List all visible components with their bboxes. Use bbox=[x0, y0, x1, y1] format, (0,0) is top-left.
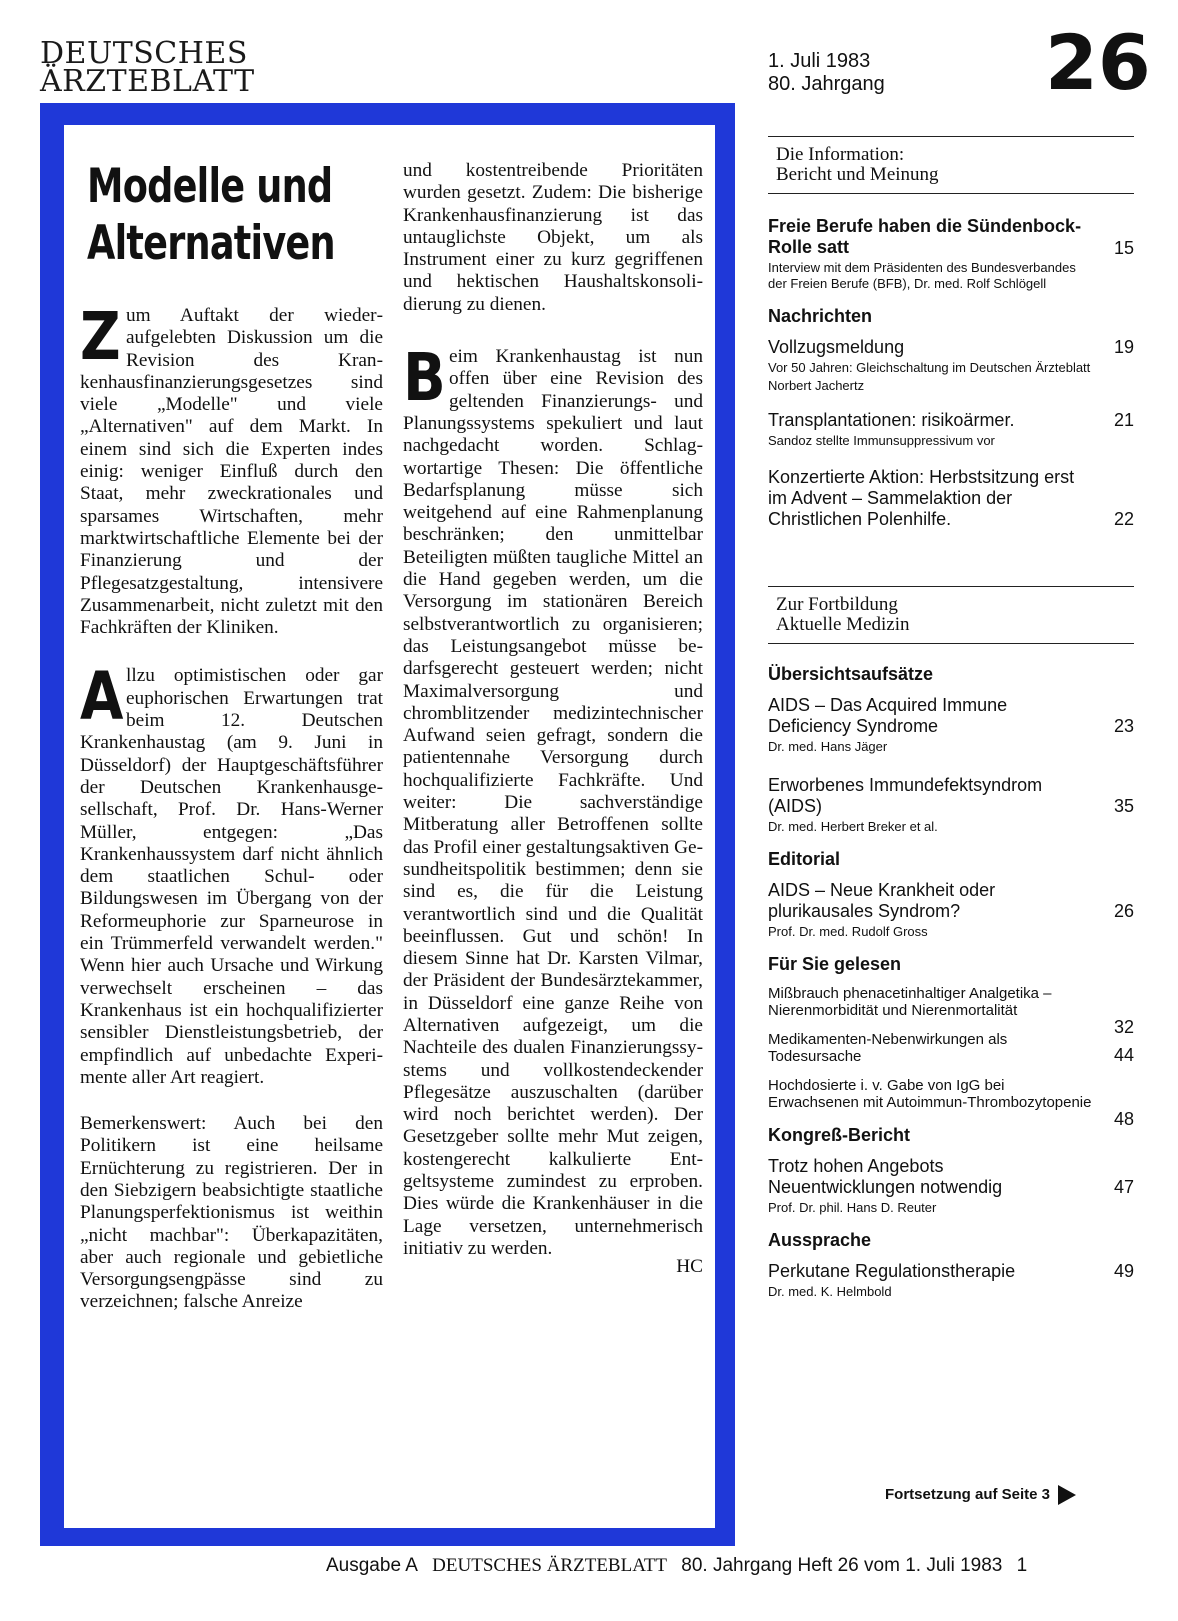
toc-entry-page: 23 bbox=[1113, 716, 1134, 736]
toc-entry-title: AIDS – Neue Krankheit oder plurikausales Syndrom? bbox=[768, 880, 996, 921]
paragraph: Beim Krankenhaustag ist nun offen über eine Revision des geltenden Finanzierungs- und Planungssystems spekuliert und laut nachgedacht worden. Schlagwortartige Thesen: Die öffentliche Bedarfsplanung müsse sich weitgehend auf eine Rahmenplanung beschränken; den unmittelbar Beteiligten müßten taugliche Mittel an die Hand gegeben werden, um die Versorgung im stationären Bereich selbstverantwortlich zu organisieren; das Leistungsangebot müsse bedarfsgerecht gesteuert werden; nicht Maximalversorgung und chromblitzender medizintechnischer Aufwand seien gefragt, sondern die patientennahe Versorgung durch hochqualifizierte Fachkräfte. Und weiter: Die sachverständige Mitberatung aller Betroffenen sollte das Profil einer gestaltungsaktiven Gesundheitspolitik bestimmen; denn sie sind es, die für die Leistung verantwortlich sind und die Qualität beeinflussen. Gut und schön! In diesem Sinne hat Dr. Karsten Vilmar, der Präsident der Bundesärztekammer, in Düsseldorf eine ganze Reihe von Alternativen aufgezeigt, um die Nachteile des dualen Finanzierungssystems und vollkostendeckender Pflegesätze auszuschalten (darüber wird noch berichtet werden). Der Gesetzgeber sollte mehr Mut zeigen, kostengerecht kalkulierte Entgeltsysteme zumindest zu erproben. Dies würde die Krankenhäuser in die Lage versetzen, unternehmerisch initiativ zu werden. bbox=[403, 339, 703, 1259]
toc-entry-page: 49 bbox=[1113, 1261, 1134, 1281]
toc-entry-title: Vollzugsmeldung bbox=[768, 337, 905, 357]
continued-link[interactable]: Fortsetzung auf Seite 3 bbox=[885, 1485, 1076, 1505]
masthead bbox=[40, 36, 255, 99]
toc-entry-title: Transplantationen: risikoärmer. bbox=[768, 410, 1015, 430]
toc-entry[interactable] bbox=[768, 216, 1134, 292]
toc-entry-title: Hochdosierte i. v. Gabe von IgG bei Erwachsenen mit Autoimmun-Thrombozytopenie bbox=[768, 1077, 1092, 1111]
toc-category: Kongreß-Bericht bbox=[768, 1125, 911, 1145]
page-number: 1 bbox=[1016, 1555, 1028, 1576]
edition: Ausgabe A bbox=[326, 1555, 418, 1576]
issue-info: 80. Jahrgang Heft 26 vom 1. Juli 1983 bbox=[681, 1555, 1003, 1576]
journal-name: DEUTSCHES ÄRZTEBLATT bbox=[432, 1555, 668, 1576]
drop-cap: Z bbox=[80, 298, 121, 375]
toc-entry-title: Medikamenten-Nebenwirkungen als Todesursache bbox=[768, 1031, 1008, 1065]
toc-section-heading: Die Information: Bericht und Meinung bbox=[776, 144, 939, 185]
paragraph: Bemerkenswert: Auch bei den Politikern ist eine heilsame Ernüchterung zu registrieren. Der in den Siebzigern beabsichtigte staatliche Planungsperfektionismus ist weithin „nicht machbar": Überkapazitäten, aber auch regionale und gebietliche Versorgungsengpässe sind zu verzeichnen; falsche Anreize bbox=[80, 1113, 383, 1313]
toc-entry-subtitle: Dr. med. Hans Jäger bbox=[768, 739, 888, 754]
toc-entry-subtitle: Prof. Dr. med. Rudolf Gross bbox=[768, 924, 928, 939]
toc-category: Nachrichten bbox=[768, 306, 873, 326]
paragraph: Zum Auftakt der wiederaufgelebten Diskussion um die Revision des Krankenhausfinanzierungsgesetzes sind viele „Modelle" und viele „Alternativen" auf dem Markt. In einem sind sich die Experten indes einig: weniger Einfluß durch den Staat, mehr zweckrationales und sparsames Wirtschaften, mehr marktwirtschaftliche Elemente bei der Finanzierung und der Pflegesatzgestaltung, intensivere Zusammenarbeit, nicht zuletzt mit den Fachkräften der Kliniken. bbox=[80, 298, 383, 639]
toc-category: Editorial bbox=[768, 849, 841, 869]
toc-entry-subtitle: Dr. med. Herbert Breker et al. bbox=[768, 819, 938, 834]
toc-entry-page: 35 bbox=[1113, 796, 1134, 816]
toc-entry[interactable] bbox=[768, 985, 1134, 1037]
paragraph: und kostentreibende Prioritäten wurden gesetzt. Zudem: Die bisherige Krankenhausfinanzierung ist das untauglichste Objekt, um als Instrument einer zu kurz gegriffenen und hektischen Haushaltskonsolidierung zu dienen. bbox=[403, 160, 703, 315]
toc-entry-page: 26 bbox=[1113, 901, 1134, 921]
toc-category: Für Sie gelesen bbox=[768, 954, 902, 974]
toc-entry-page: 19 bbox=[1113, 337, 1134, 357]
toc-entry-title: Mißbrauch phenacetinhaltiger Analgetika – Nierenmorbidität und Nierenmortalität bbox=[768, 985, 1052, 1019]
volume: 80. Jahrgang bbox=[768, 73, 885, 95]
toc-entry[interactable] bbox=[768, 880, 1134, 940]
drop-cap: A bbox=[80, 658, 124, 736]
divider bbox=[768, 193, 1134, 194]
author-signature: HC bbox=[676, 1256, 703, 1278]
toc-entry-title: Konzertierte Aktion: Herbstsitzung erst im Advent – Sammelaktion der Christlichen Polenhilfe. bbox=[768, 467, 1075, 529]
toc-entry-title: Perkutane Regulationstherapie bbox=[768, 1261, 1016, 1281]
toc-entry-author: Norbert Jachertz bbox=[768, 378, 865, 393]
paragraph: Allzu optimistischen oder gar euphorischen Erwartungen trat beim 12. Deutschen Krankenhaustag (am 9. Juni in Düsseldorf) der Hauptgeschäftsführer der Deutschen Krankenhausgesellschaft, Prof. Dr. Hans-Werner Müller, entgegen: „Das Krankenhaussystem darf nicht ähnlich dem staatlichen Schul- oder Bildungswesen im Übergang von der Reformeuphorie zur Sparneurose in ein Trümmerfeld verwandelt werden." Wenn hier auch Ursache und Wirkung verwechselt erscheinen – das Krankenhaus ist ein hochqualifizierter sensibler Dienstleistungsbetrieb, der empfindlich auf unbedachte Experimente aller Art reagiert. bbox=[80, 658, 383, 1088]
table-of-contents bbox=[768, 136, 1134, 1300]
toc-entry-page: 32 bbox=[1113, 1017, 1134, 1037]
toc-entry-subtitle: Dr. med. K. Helmbold bbox=[768, 1284, 892, 1299]
toc-entry-page: 22 bbox=[1113, 509, 1134, 529]
toc-entry-page: 48 bbox=[1113, 1109, 1134, 1129]
toc-entry-title: Freie Berufe haben die Sündenbock-Rolle satt bbox=[768, 216, 1082, 257]
drop-cap: B bbox=[403, 339, 446, 417]
toc-entry-title: AIDS – Das Acquired Immune Deficiency Syndrome bbox=[768, 695, 1008, 736]
issue-number: 26 bbox=[1045, 18, 1151, 107]
toc-entry-subtitle: Vor 50 Jahren: Gleichschaltung im Deutschen Ärzteblatt bbox=[768, 360, 1091, 375]
toc-entry[interactable] bbox=[768, 695, 1134, 755]
toc-entry-page: 15 bbox=[1113, 238, 1134, 258]
toc-entry[interactable] bbox=[768, 337, 1134, 394]
divider bbox=[768, 643, 1134, 644]
toc-section-heading: Zur Fortbildung Aktuelle Medizin bbox=[776, 594, 910, 635]
toc-category: Aussprache bbox=[768, 1230, 872, 1250]
toc-entry-subtitle: Interview mit dem Präsidenten des Bundesverbandes der Freien Berufe (BFB), Dr. med. Rolf Schlögell bbox=[768, 260, 1076, 291]
toc-entry-subtitle: Sandoz stellte Immunsuppressivum vor bbox=[768, 433, 995, 448]
toc-entry[interactable] bbox=[768, 1077, 1134, 1129]
masthead-line2: ÄRZTEBLATT bbox=[40, 64, 255, 99]
toc-entry-page: 44 bbox=[1113, 1045, 1134, 1065]
toc-entry[interactable] bbox=[768, 1156, 1134, 1216]
toc-entry[interactable] bbox=[768, 775, 1134, 835]
article-column-1 bbox=[80, 298, 383, 1332]
date-block bbox=[768, 50, 885, 96]
toc-entry-title: Trotz hohen Angebots Neuentwicklungen notwendig bbox=[768, 1156, 1003, 1197]
issue-date: 1. Juli 1983 bbox=[768, 50, 871, 72]
toc-entry-page: 21 bbox=[1113, 410, 1134, 430]
article-column-2 bbox=[403, 160, 703, 1279]
toc-entry[interactable] bbox=[768, 1031, 1134, 1065]
toc-entry[interactable] bbox=[768, 1261, 1134, 1300]
toc-category: Übersichtsaufsätze bbox=[768, 664, 934, 684]
toc-entry[interactable] bbox=[768, 467, 1134, 530]
toc-entry[interactable] bbox=[768, 410, 1134, 449]
page-footer bbox=[326, 1555, 1027, 1577]
toc-entry-page: 47 bbox=[1113, 1177, 1134, 1197]
toc-entry-title: Erworbenes Immundefektsyndrom (AIDS) bbox=[768, 775, 1043, 816]
toc-entry-subtitle: Prof. Dr. phil. Hans D. Reuter bbox=[768, 1200, 937, 1215]
play-arrow-icon bbox=[1058, 1485, 1076, 1505]
masthead-line1: DEUTSCHES bbox=[40, 36, 248, 71]
article-headline: Modelle und Alternativen bbox=[87, 159, 335, 271]
